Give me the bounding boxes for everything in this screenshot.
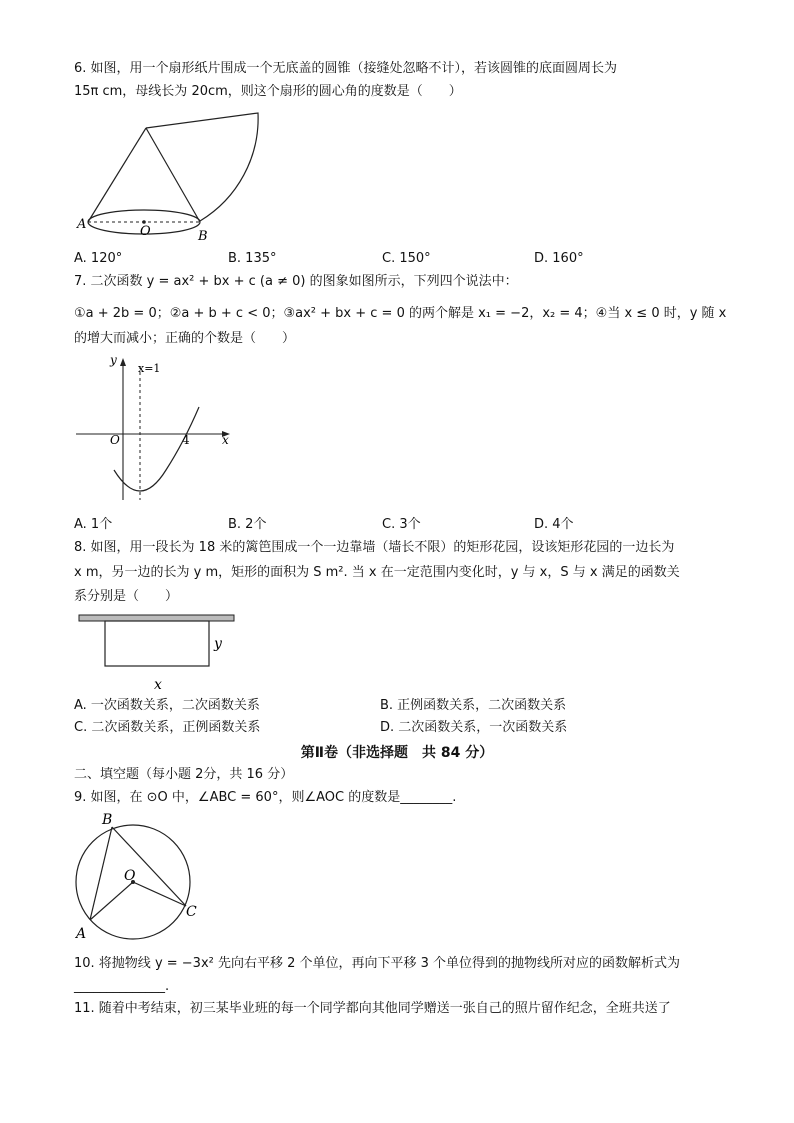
q8-line3: 系分别是（ ） bbox=[74, 589, 179, 604]
label-B: B bbox=[102, 812, 113, 828]
label-y: y bbox=[110, 353, 117, 367]
q6-option-a: A. 120° bbox=[74, 251, 123, 266]
q8-option-d: D. 二次函数关系，一次函数关系 bbox=[380, 720, 568, 735]
q7-line3: 的增大而减小；正确的个数是（ ） bbox=[74, 331, 296, 346]
q6-option-c: C. 150° bbox=[382, 251, 431, 266]
parabola-curve bbox=[114, 407, 199, 491]
q6-line1: 6. 如图，用一个扇形纸片围成一个无底盖的圆锥（接缝处忽略不计），若该圆锥的底面圆周长为 bbox=[74, 61, 618, 76]
label-C: C bbox=[186, 904, 197, 920]
label-y: y bbox=[214, 636, 222, 652]
radius-oc bbox=[133, 882, 186, 906]
label-A: A bbox=[77, 217, 87, 232]
q8-line1: 8. 如图，用一段长为 18 米的篱笆围成一个一边靠墙（墙长不限）的矩形花园，设该矩形花园的一边长为 bbox=[74, 540, 675, 555]
q9-circle-figure bbox=[70, 810, 210, 945]
q6-line2: 15π cm，母线长为 20cm，则这个扇形的圆心角的度数是（ ） bbox=[74, 84, 462, 99]
q7-parabola-figure bbox=[74, 352, 244, 502]
q8-line2: x m，另一边的长为 y m，矩形的面积为 S m². 当 x 在一定范围内变化时，y 与 x，S 与 x 满足的函数关 bbox=[74, 565, 680, 580]
q8-garden-figure bbox=[74, 612, 254, 692]
section-part-heading: 二、填空题（每小题 2分，共 16 分） bbox=[74, 767, 294, 782]
q8-option-c: C. 二次函数关系，正例函数关系 bbox=[74, 720, 261, 735]
q7-option-c: C. 3个 bbox=[382, 517, 421, 532]
wall bbox=[79, 615, 234, 621]
label-x-equals-1: x=1 bbox=[138, 362, 161, 375]
q6-option-d: D. 160° bbox=[534, 251, 584, 266]
q7-line2: ①a + 2b = 0；②a + b + c < 0；③ax² + bx + c = 0 的两个解是 x₁ = −2，x₂ = 4；④当 x ≤ 0 时，y 随 x bbox=[74, 306, 727, 321]
radius-oa bbox=[90, 882, 133, 920]
q9-line1: 9. 如图，在 ⊙O 中，∠ABC = 60°，则∠AOC 的度数是________. bbox=[74, 790, 457, 805]
label-x: x bbox=[222, 433, 229, 447]
label-O: O bbox=[140, 224, 151, 239]
q8-option-b: B. 正例函数关系，二次函数关系 bbox=[380, 698, 567, 713]
label-B: B bbox=[198, 229, 208, 244]
section-title: 第Ⅱ卷（非选择题 共 84 分） bbox=[300, 745, 494, 761]
q7-option-b: B. 2个 bbox=[228, 517, 267, 532]
label-x: x bbox=[154, 677, 162, 693]
label-O: O bbox=[124, 868, 136, 884]
cone-left-edge bbox=[88, 128, 146, 222]
q6-option-b: B. 135° bbox=[228, 251, 277, 266]
label-A: A bbox=[76, 926, 87, 942]
label-origin: O bbox=[110, 433, 120, 447]
q10-line2: ______________. bbox=[74, 979, 170, 994]
q7-option-d: D. 4个 bbox=[534, 517, 574, 532]
q7-option-a: A. 1个 bbox=[74, 517, 113, 532]
q8-option-a: A. 一次函数关系，二次函数关系 bbox=[74, 698, 260, 713]
q7-line1: 7. 二次函数 y = ax² + bx + c (a ≠ 0) 的图象如图所示，下列四个说法中： bbox=[74, 274, 518, 289]
y-axis-arrow bbox=[120, 358, 126, 366]
cone-right-edge bbox=[146, 128, 200, 222]
q11-line1: 11. 随着中考结束，初三某毕业班的每一个同学都向其他同学赠送一张自己的照片留作纪念，全班共送了 bbox=[74, 1001, 671, 1016]
label-four: 4 bbox=[182, 433, 190, 447]
chord-bc bbox=[112, 827, 186, 906]
cone-sector-arc bbox=[146, 113, 258, 221]
garden-rectangle bbox=[105, 621, 209, 666]
q6-cone-figure bbox=[74, 108, 274, 248]
q10-line1: 10. 将抛物线 y = −3x² 先向右平移 2 个单位，再向下平移 3 个单位得到的抛物线所对应的函数解析式为 bbox=[74, 956, 681, 971]
